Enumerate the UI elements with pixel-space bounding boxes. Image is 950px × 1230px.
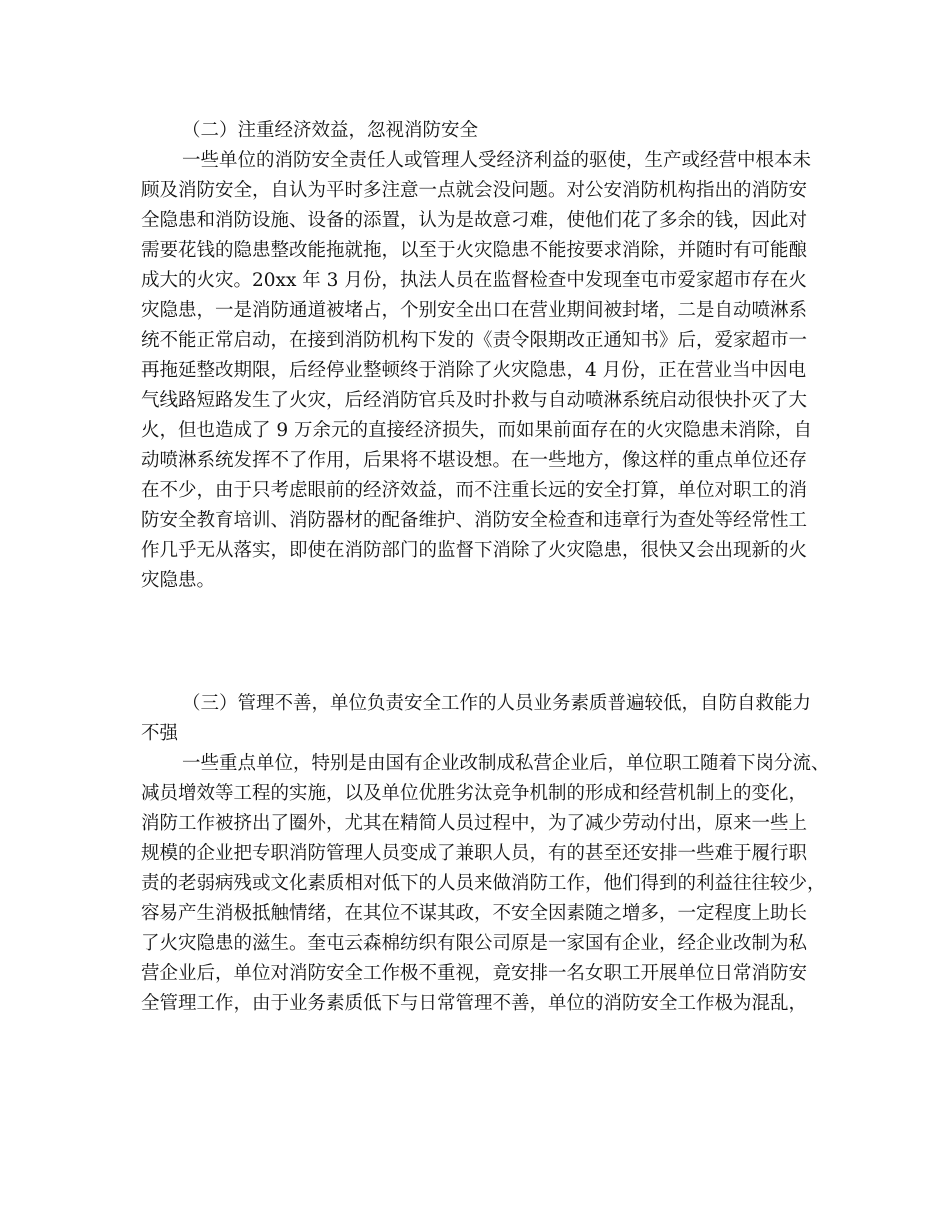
paragraph-line: 统不能正常启动，在接到消防机构下发的《责令限期改正通知书》后，爱家超市一	[141, 330, 808, 351]
paragraph-2	[141, 749, 830, 1019]
paragraph-line: 顾及消防安全，自认为平时多注意一点就会没问题。对公安消防机构指出的消防安	[141, 180, 808, 201]
paragraph-line: 一些单位的消防安全责任人或管理人受经济利益的驱使，生产或经营中根本未	[182, 150, 812, 171]
paragraph-1	[141, 146, 816, 596]
paragraph-line: 了火灾隐患的滋生。奎屯云森棉纺织有限公司原是一家国有企业，经企业改制为私	[141, 933, 808, 954]
paragraph-line: 灾隐患，一是消防通道被堵占，个别安全出口在营业期间被封堵，二是自动喷淋系	[141, 300, 808, 321]
paragraph-line: 容易产生消极抵触情绪，在其位不谋其政，不安全因素随之增多，一定程度上助长	[141, 903, 808, 924]
heading-line: （三）管理不善，单位负责安全工作的人员业务素质普遍较低，自防自救能力	[182, 693, 812, 714]
paragraph-line: 成大的火灾。20xx 年 3 月份，执法人员在监督检查中发现奎屯市爱家超市存在火	[141, 270, 807, 291]
paragraph-line: 消防工作被挤出了圈外，尤其在精简人员过程中，为了减少劳动付出，原来一些上	[141, 813, 808, 834]
paragraph-line: 在不少，由于只考虑眼前的经济效益，而不注重长远的安全打算，单位对职工的消	[141, 480, 808, 501]
paragraph-line: 责的老弱病残或文化素质相对低下的人员来做消防工作，他们得到的利益往往较少，	[141, 873, 826, 894]
paragraph-line: 一些重点单位，特别是由国有企业改制成私营企业后，单位职工随着下岗分流、	[182, 753, 830, 774]
section-heading-2	[141, 116, 816, 146]
paragraph-line: 灾隐患。	[141, 570, 216, 591]
paragraph-line: 全隐患和消防设施、设备的添置，认为是故意刁难，使他们花了多余的钱，因此对	[141, 210, 808, 231]
paragraph-line: 作几乎无从落实，即使在消防部门的监督下消除了火灾隐患，很快又会出现新的火	[141, 540, 808, 561]
heading-line: （二）注重经济效益，忽视消防安全	[182, 120, 479, 141]
heading-line: 不强	[141, 723, 179, 744]
paragraph-line: 减员增效等工程的实施，以及单位优胜劣汰竞争机制的形成和经营机制上的变化，	[141, 783, 808, 804]
paragraph-line: 全管理工作，由于业务素质低下与日常管理不善，单位的消防安全工作极为混乱，	[141, 993, 808, 1014]
paragraph-line: 火，但也造成了 9 万余元的直接经济损失，而如果前面存在的火灾隐患未消除，自	[141, 420, 813, 441]
paragraph-line: 气线路短路发生了火灾，后经消防官兵及时扑救与自动喷淋系统启动很快扑灭了大	[141, 390, 808, 411]
paragraph-line: 需要花钱的隐患整改能拖就拖，以至于火灾隐患不能按要求消除，并随时有可能酿	[141, 240, 808, 261]
paragraph-line: 再拖延整改期限，后经停业整顿终于消除了火灾隐患，4 月份，正在营业当中因电	[141, 360, 807, 381]
paragraph-line: 防安全教育培训、消防器材的配备维护、消防安全检查和违章行为查处等经常性工	[141, 510, 808, 531]
paragraph-line: 动喷淋系统发挥不了作用，后果将不堪设想。在一些地方，像这样的重点单位还存	[141, 450, 808, 471]
paragraph-line: 规模的企业把专职消防管理人员变成了兼职人员，有的甚至还安排一些难于履行职	[141, 843, 808, 864]
section-heading-3	[141, 689, 816, 749]
paragraph-line: 营企业后，单位对消防安全工作极不重视，竟安排一名女职工开展单位日常消防安	[141, 963, 808, 984]
